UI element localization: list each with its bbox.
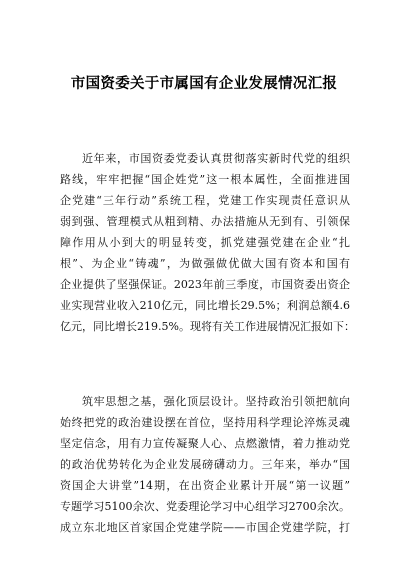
paragraph-2	[60, 391, 350, 538]
text-line: 企业提供了坚强保证。2023年前三季度，市国资委出资企	[60, 278, 350, 291]
text-line: 根”、为企业“铸魂”，为做强做优做大国有资本和国有	[60, 257, 350, 270]
text-line: 路线，牢牢把握“国企姓党”这一根本属性，全面推进国	[60, 173, 350, 186]
text-line: 的政治优势转化为企业发展磅礴动力。三年来，举办“国	[60, 458, 350, 471]
text-line: 坚定信念，用有力宣传凝聚人心、点燃激情，着力推动党	[60, 437, 350, 450]
text-line: 专题学习5100余次、党委理论学习中心组学习2700余次。	[60, 500, 350, 513]
text-line: 筑牢思想之基，强化顶层设计。坚持政治引领把航向	[82, 395, 350, 408]
text-line: 企党建“三年行动”系统工程，党建工作实现责任意识从	[60, 194, 350, 207]
paragraph-1	[60, 148, 355, 337]
text-line: 亿元，同比增长219.5%。现将有关工作进展情况汇报如下：	[60, 320, 355, 333]
text-line: 业实现营业收入210亿元，同比增长29.5%；利润总额4.6	[60, 299, 350, 312]
text-line: 近年来，市国资委党委认真贯彻落实新时代党的组织	[82, 152, 350, 165]
text-line: 成立东北地区首家国企党建学院——市国企党建学院，打	[60, 521, 350, 534]
text-line: 资国企大讲堂”14期，在出资企业累计开展“第一议题”	[60, 479, 350, 492]
text-line: 弱到强、管理模式从粗到精、办法措施从无到有、引领保	[60, 215, 350, 228]
text-line: 障作用从小到大的明显转变，抓党建强党建在企业“扎	[60, 236, 350, 249]
text-line: 始终把党的政治建设摆在首位，坚持用科学理论淬炼灵魂	[60, 416, 350, 429]
document-title: 市国资委关于市属国有企业发展情况汇报	[70, 76, 338, 92]
